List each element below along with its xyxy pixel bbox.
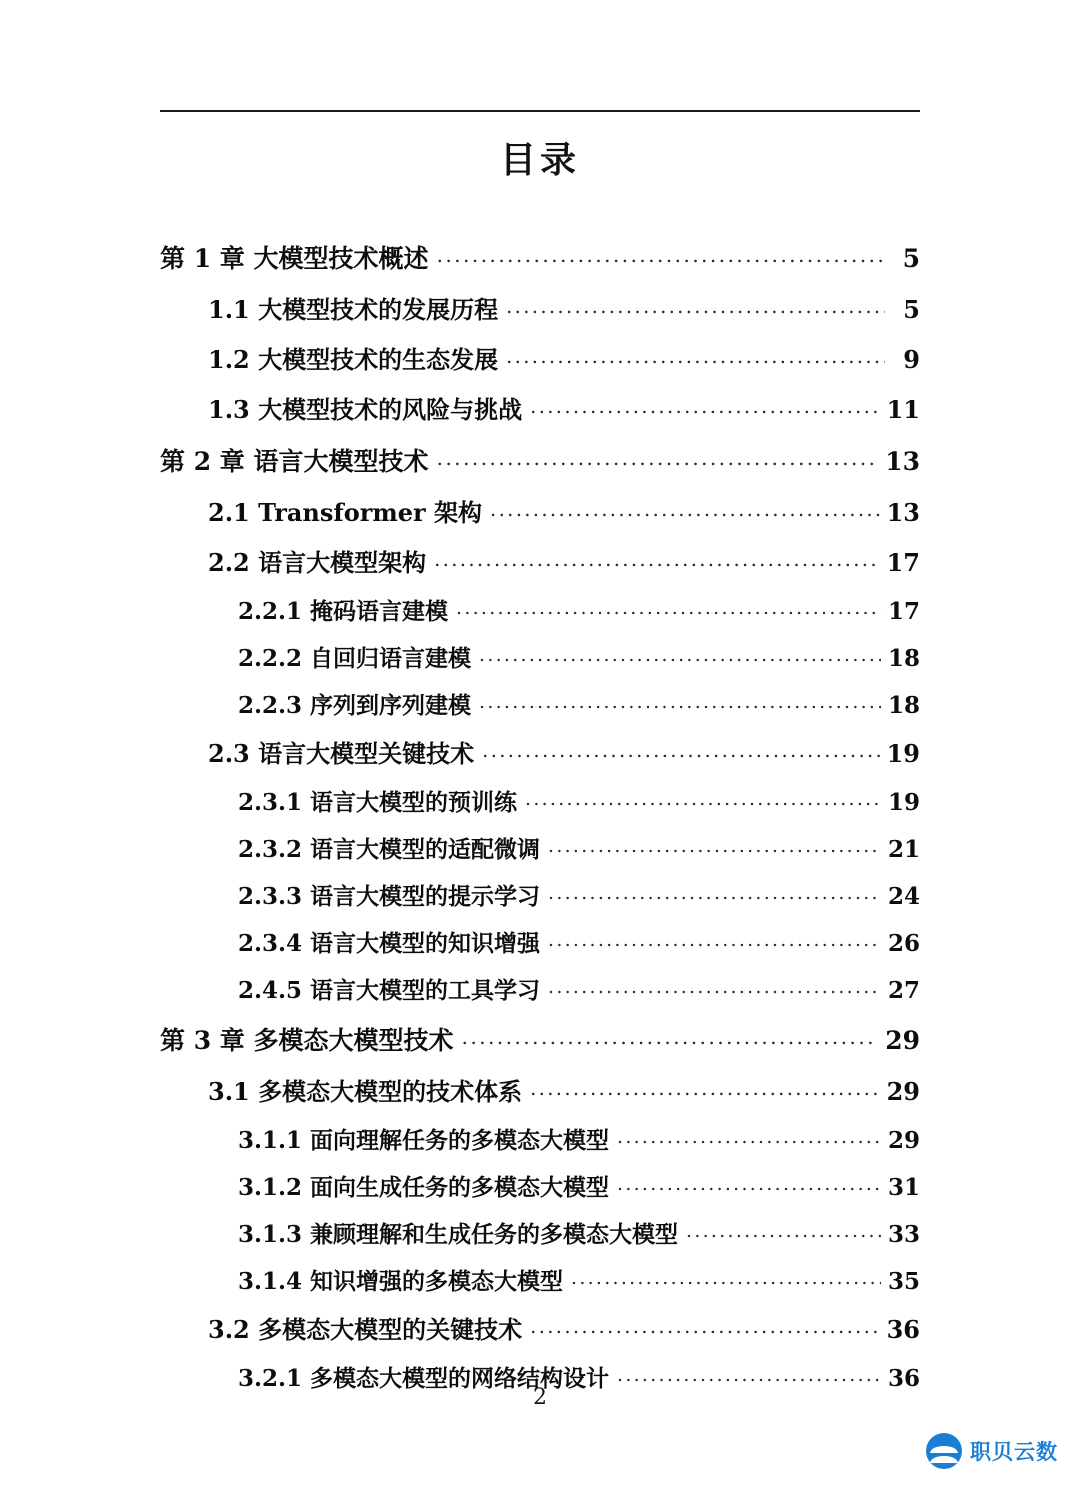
toc-dot-leader bbox=[617, 1367, 881, 1386]
toc-entry-page-number: 19 bbox=[886, 739, 920, 768]
page-title: 目录 bbox=[499, 140, 580, 181]
toc-dot-leader bbox=[437, 247, 885, 268]
toc-dot-leader bbox=[548, 979, 881, 998]
toc-dot-leader bbox=[571, 1270, 881, 1289]
toc-entry-label: 2.2.2 自回归语言建模 bbox=[238, 645, 472, 672]
toc-entry-label: 2.3.4 语言大模型的知识增强 bbox=[238, 930, 541, 957]
toc-entry-page-number: 31 bbox=[887, 1174, 920, 1201]
toc-entry[interactable] bbox=[238, 779, 920, 826]
toc-entry-page-number: 5 bbox=[902, 244, 920, 273]
toc-entry-label: 第 2 章 语言大模型技术 bbox=[160, 447, 429, 476]
watermark-label: 职贝云数 bbox=[970, 1440, 1058, 1464]
toc-entry-page-number: 36 bbox=[886, 1315, 920, 1344]
toc-entry[interactable] bbox=[208, 729, 920, 779]
toc-dot-leader bbox=[479, 647, 881, 666]
toc-entry[interactable] bbox=[160, 1014, 920, 1067]
toc-entry-label: 1.2 大模型技术的生态发展 bbox=[208, 345, 499, 374]
toc-entry-label: 2.2.3 序列到序列建模 bbox=[238, 692, 472, 719]
toc-entry-label: 2.3.1 语言大模型的预训练 bbox=[238, 789, 518, 816]
toc-entry-label: 2.3.2 语言大模型的适配微调 bbox=[238, 836, 541, 863]
toc-dot-leader bbox=[548, 885, 881, 904]
toc-entry[interactable] bbox=[238, 1258, 920, 1305]
toc-entry-label: 3.2.1 多模态大模型的网络结构设计 bbox=[238, 1365, 610, 1392]
toc-entry-label: 3.1.4 知识增强的多模态大模型 bbox=[238, 1268, 564, 1295]
toc-dot-leader bbox=[479, 694, 881, 713]
toc-entry[interactable] bbox=[208, 538, 920, 588]
toc-entry[interactable] bbox=[238, 1211, 920, 1258]
toc-entry[interactable] bbox=[208, 335, 920, 385]
toc-entry-page-number: 17 bbox=[887, 598, 920, 625]
toc-entry[interactable] bbox=[238, 826, 920, 873]
toc-entry-page-number: 9 bbox=[903, 345, 920, 374]
toc-dot-leader bbox=[437, 450, 879, 471]
toc-entry-page-number: 36 bbox=[887, 1365, 920, 1392]
toc-dot-leader bbox=[617, 1176, 881, 1195]
toc-entry-label: 2.1 Transformer 架构 bbox=[208, 498, 483, 527]
toc-entry-page-number: 26 bbox=[887, 930, 920, 957]
toc-entry-label: 第 3 章 多模态大模型技术 bbox=[160, 1026, 454, 1055]
toc-dot-leader bbox=[506, 298, 885, 318]
toc-dot-leader bbox=[434, 551, 879, 571]
toc-entry-page-number: 29 bbox=[886, 1077, 920, 1106]
toc-entry-page-number: 13 bbox=[885, 447, 920, 476]
toc-entry-label: 2.4.5 语言大模型的工具学习 bbox=[238, 977, 541, 1004]
toc-entry[interactable] bbox=[160, 232, 920, 285]
toc-dot-leader bbox=[686, 1223, 881, 1242]
wave-logo-icon bbox=[926, 1433, 962, 1469]
toc-entry-label: 3.1 多模态大模型的技术体系 bbox=[208, 1077, 523, 1106]
toc-dot-leader bbox=[530, 1080, 879, 1100]
toc-entry-label: 2.2 语言大模型架构 bbox=[208, 548, 427, 577]
toc-entry-label: 3.2 多模态大模型的关键技术 bbox=[208, 1315, 523, 1344]
toc-dot-leader bbox=[506, 348, 885, 368]
toc-entry-label: 3.1.3 兼顾理解和生成任务的多模态大模型 bbox=[238, 1221, 679, 1248]
toc-entry[interactable] bbox=[238, 1164, 920, 1211]
toc-dot-leader bbox=[617, 1129, 881, 1148]
toc-entry-page-number: 19 bbox=[887, 789, 920, 816]
toc-entry-page-number: 21 bbox=[887, 836, 920, 863]
toc-dot-leader bbox=[548, 838, 881, 857]
toc-entry-page-number: 29 bbox=[887, 1127, 920, 1154]
footer-page-number: 2 bbox=[533, 1385, 547, 1410]
toc-entry-label: 3.1.2 面向生成任务的多模态大模型 bbox=[238, 1174, 610, 1201]
toc-entry-page-number: 17 bbox=[886, 548, 920, 577]
watermark bbox=[926, 1433, 1058, 1469]
toc-entry-page-number: 18 bbox=[887, 692, 920, 719]
toc-entry[interactable] bbox=[208, 1305, 920, 1355]
toc-entry[interactable] bbox=[238, 967, 920, 1014]
toc-entry[interactable] bbox=[238, 682, 920, 729]
toc-dot-leader bbox=[525, 791, 881, 810]
toc-entry[interactable] bbox=[238, 873, 920, 920]
toc-entry-label: 2.3 语言大模型关键技术 bbox=[208, 739, 475, 768]
toc-entry[interactable] bbox=[160, 435, 920, 488]
table-of-contents bbox=[160, 232, 920, 1402]
toc-entry-page-number: 33 bbox=[887, 1221, 920, 1248]
toc-entry-page-number: 18 bbox=[887, 645, 920, 672]
toc-dot-leader bbox=[482, 742, 879, 762]
toc-entry-page-number: 29 bbox=[885, 1026, 920, 1055]
toc-entry-page-number: 27 bbox=[887, 977, 920, 1004]
toc-entry-page-number: 11 bbox=[886, 395, 920, 424]
toc-entry-label: 第 1 章 大模型技术概述 bbox=[160, 244, 429, 273]
toc-dot-leader bbox=[548, 932, 881, 951]
toc-entry[interactable] bbox=[208, 488, 920, 538]
toc-entry[interactable] bbox=[238, 588, 920, 635]
toc-entry-label: 2.3.3 语言大模型的提示学习 bbox=[238, 883, 541, 910]
toc-entry-label: 1.3 大模型技术的风险与挑战 bbox=[208, 395, 523, 424]
toc-entry-page-number: 5 bbox=[903, 295, 920, 324]
toc-entry-label: 1.1 大模型技术的发展历程 bbox=[208, 295, 499, 324]
header-rule bbox=[160, 110, 920, 112]
toc-entry-page-number: 24 bbox=[887, 883, 920, 910]
toc-entry[interactable] bbox=[208, 385, 920, 435]
toc-dot-leader bbox=[490, 501, 880, 521]
toc-dot-leader bbox=[530, 1318, 879, 1338]
toc-entry[interactable] bbox=[208, 1067, 920, 1117]
toc-dot-leader bbox=[462, 1029, 879, 1050]
toc-dot-leader bbox=[530, 398, 879, 418]
toc-entry-label: 2.2.1 掩码语言建模 bbox=[238, 598, 449, 625]
toc-entry-page-number: 13 bbox=[886, 498, 920, 527]
toc-entry[interactable] bbox=[238, 1117, 920, 1164]
toc-entry[interactable] bbox=[238, 920, 920, 967]
toc-entry-page-number: 35 bbox=[887, 1268, 920, 1295]
toc-entry[interactable] bbox=[238, 635, 920, 682]
toc-entry-label: 3.1.1 面向理解任务的多模态大模型 bbox=[238, 1127, 610, 1154]
toc-entry[interactable] bbox=[208, 285, 920, 335]
toc-dot-leader bbox=[456, 600, 881, 619]
